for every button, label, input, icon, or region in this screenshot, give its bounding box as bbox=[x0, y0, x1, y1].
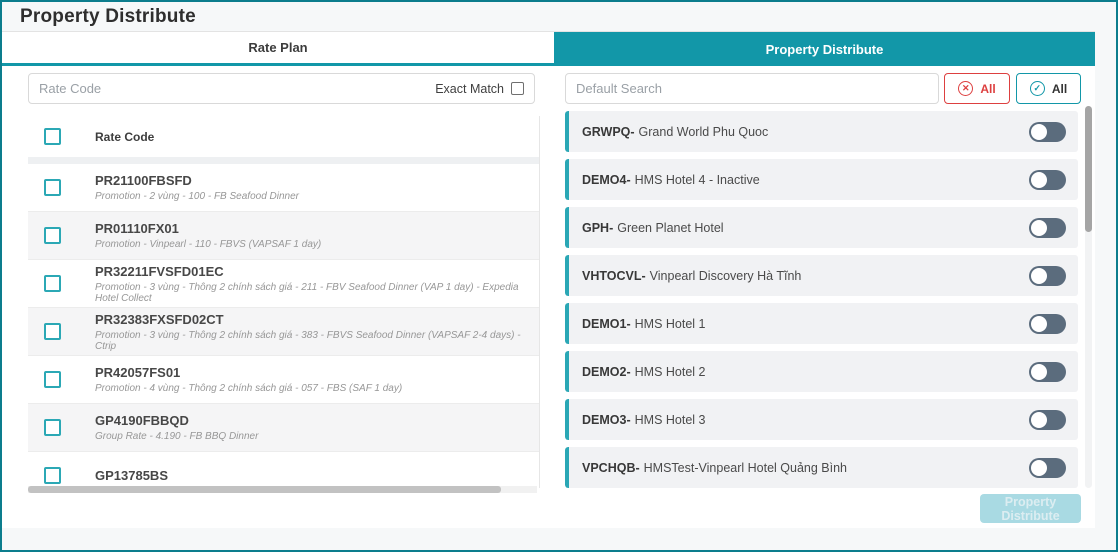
tab-rate-plan[interactable]: Rate Plan bbox=[2, 32, 554, 66]
toggle-knob bbox=[1031, 172, 1047, 188]
rate-code-row[interactable] bbox=[28, 260, 539, 308]
property-name: Grand World Phu Quoc bbox=[638, 124, 769, 139]
property-toggle[interactable] bbox=[1029, 218, 1066, 238]
rate-code-list-body bbox=[28, 164, 539, 488]
property-name: HMS Hotel 3 bbox=[634, 412, 706, 427]
property-row bbox=[565, 207, 1078, 248]
property-name: HMS Hotel 2 bbox=[634, 364, 706, 379]
property-toggle[interactable] bbox=[1029, 122, 1066, 142]
property-toggle[interactable] bbox=[1029, 266, 1066, 286]
property-code: DEMO3- bbox=[582, 412, 631, 427]
circle-x-icon: ✕ bbox=[958, 81, 973, 96]
rate-description: Promotion - 2 vùng - 100 - FB Seafood Dinner bbox=[95, 191, 299, 202]
toggle-knob bbox=[1031, 268, 1047, 284]
property-code: DEMO4- bbox=[582, 172, 631, 187]
select-all-button[interactable] bbox=[1016, 73, 1081, 104]
property-name: HMS Hotel 4 - Inactive bbox=[634, 172, 760, 187]
exact-match-checkbox[interactable] bbox=[511, 82, 524, 95]
rate-row-checkbox[interactable] bbox=[44, 275, 61, 292]
property-code: DEMO1- bbox=[582, 316, 631, 331]
rate-row-checkbox[interactable] bbox=[44, 179, 61, 196]
rate-code: GP4190FBBQD bbox=[95, 413, 189, 428]
rate-row-checkbox[interactable] bbox=[44, 371, 61, 388]
rate-code: PR21100FBSFD bbox=[95, 173, 192, 188]
rate-code-searchbox bbox=[28, 73, 535, 104]
select-all-rates-checkbox[interactable] bbox=[44, 128, 61, 145]
rate-row-text bbox=[95, 365, 402, 394]
rate-row-checkbox[interactable] bbox=[44, 227, 61, 244]
rate-code-list-header bbox=[28, 116, 539, 157]
property-toggle[interactable] bbox=[1029, 362, 1066, 382]
toggle-knob bbox=[1031, 412, 1047, 428]
horizontal-scrollbar[interactable] bbox=[28, 486, 537, 493]
property-code: GPH- bbox=[582, 220, 614, 235]
exact-match-wrap bbox=[435, 82, 524, 96]
toggle-knob bbox=[1031, 364, 1047, 380]
rate-code: PR42057FS01 bbox=[95, 365, 181, 380]
rate-code-row[interactable] bbox=[28, 308, 539, 356]
rate-description: Group Rate - 4.190 - FB BBQ Dinner bbox=[95, 431, 259, 442]
deselect-all-label: All bbox=[980, 81, 996, 96]
property-row bbox=[565, 255, 1078, 296]
property-code: DEMO2- bbox=[582, 364, 631, 379]
property-code: VPCHQB- bbox=[582, 460, 640, 475]
rate-description: Promotion - Vinpearl - 110 - FBVS (VAPSAF 1 day) bbox=[95, 239, 322, 250]
property-code: VHTOCVL- bbox=[582, 268, 646, 283]
rate-row-checkbox[interactable] bbox=[44, 323, 61, 340]
property-name: Vinpearl Discovery Hà Tĩnh bbox=[649, 268, 802, 283]
property-row bbox=[565, 351, 1078, 392]
list-divider bbox=[28, 157, 539, 164]
rate-code-search-input[interactable] bbox=[39, 81, 435, 96]
tab-content bbox=[2, 66, 1095, 529]
property-searchbox bbox=[565, 73, 939, 104]
property-code: GRWPQ- bbox=[582, 124, 635, 139]
vertical-scrollbar[interactable] bbox=[1085, 106, 1092, 488]
toggle-knob bbox=[1031, 460, 1047, 476]
property-toggle[interactable] bbox=[1029, 314, 1066, 334]
rate-row-text bbox=[95, 221, 321, 250]
property-list bbox=[565, 111, 1078, 495]
rate-row-text bbox=[95, 264, 539, 304]
tab-bar bbox=[2, 32, 1095, 66]
toggle-knob bbox=[1031, 220, 1047, 236]
rate-description: Promotion - 3 vùng - Thông 2 chính sách giá - 211 - FBV Seafood Dinner (VAP 1 day) - Expedia Hotel Collect bbox=[95, 281, 519, 304]
property-distribute-button[interactable]: Property Distribute bbox=[980, 494, 1081, 523]
property-row bbox=[565, 303, 1078, 344]
rate-code: PR32383FXSFD02CT bbox=[95, 311, 224, 327]
property-row bbox=[565, 447, 1078, 488]
rate-code-row[interactable] bbox=[28, 164, 539, 212]
circle-check-icon: ✓ bbox=[1030, 81, 1045, 96]
rate-code-row[interactable] bbox=[28, 212, 539, 260]
property-row bbox=[565, 111, 1078, 152]
select-all-label: All bbox=[1051, 81, 1068, 96]
rate-code-column-header: Rate Code bbox=[95, 129, 155, 144]
property-search-input[interactable] bbox=[576, 81, 928, 96]
rate-row-text bbox=[95, 468, 168, 483]
rate-row-text bbox=[95, 312, 539, 352]
horizontal-scrollbar-thumb[interactable] bbox=[28, 486, 501, 493]
rate-code-row[interactable] bbox=[28, 404, 539, 452]
rate-code: GP13785BS bbox=[95, 468, 168, 483]
property-name: Green Planet Hotel bbox=[617, 220, 724, 235]
tab-property-distribute[interactable]: Property Distribute bbox=[554, 32, 1095, 66]
rate-row-text bbox=[95, 413, 258, 442]
rate-row-checkbox[interactable] bbox=[44, 419, 61, 436]
rate-code: PR32211FVSFD01EC bbox=[95, 263, 224, 279]
property-toggle[interactable] bbox=[1029, 458, 1066, 478]
rate-description: Promotion - 3 vùng - Thông 2 chính sách giá - 383 - FBVS Seafood Dinner (VAPSAF 2-4 days) - Ctrip bbox=[95, 329, 521, 352]
toggle-knob bbox=[1031, 124, 1047, 140]
vertical-scrollbar-thumb[interactable] bbox=[1085, 106, 1092, 232]
property-row bbox=[565, 159, 1078, 200]
rate-code-row[interactable] bbox=[28, 356, 539, 404]
property-toggle[interactable] bbox=[1029, 170, 1066, 190]
rate-code: PR01110FX01 bbox=[95, 221, 179, 236]
toggle-knob bbox=[1031, 316, 1047, 332]
property-row bbox=[565, 399, 1078, 440]
property-name: HMS Hotel 1 bbox=[634, 316, 706, 331]
property-toggle[interactable] bbox=[1029, 410, 1066, 430]
property-name: HMSTest-Vinpearl Hotel Quảng Bình bbox=[643, 460, 848, 475]
exact-match-label: Exact Match bbox=[435, 81, 504, 96]
rate-description: Promotion - 4 vùng - Thông 2 chính sách giá - 057 - FBS (SAF 1 day) bbox=[95, 383, 403, 394]
content-card bbox=[2, 31, 1095, 528]
deselect-all-button[interactable] bbox=[944, 73, 1010, 104]
rate-code-row[interactable] bbox=[28, 452, 539, 488]
rate-row-text bbox=[95, 173, 299, 202]
rate-row-checkbox[interactable] bbox=[44, 467, 61, 484]
page-title: Property Distribute bbox=[20, 6, 196, 27]
rate-code-list bbox=[28, 116, 540, 488]
